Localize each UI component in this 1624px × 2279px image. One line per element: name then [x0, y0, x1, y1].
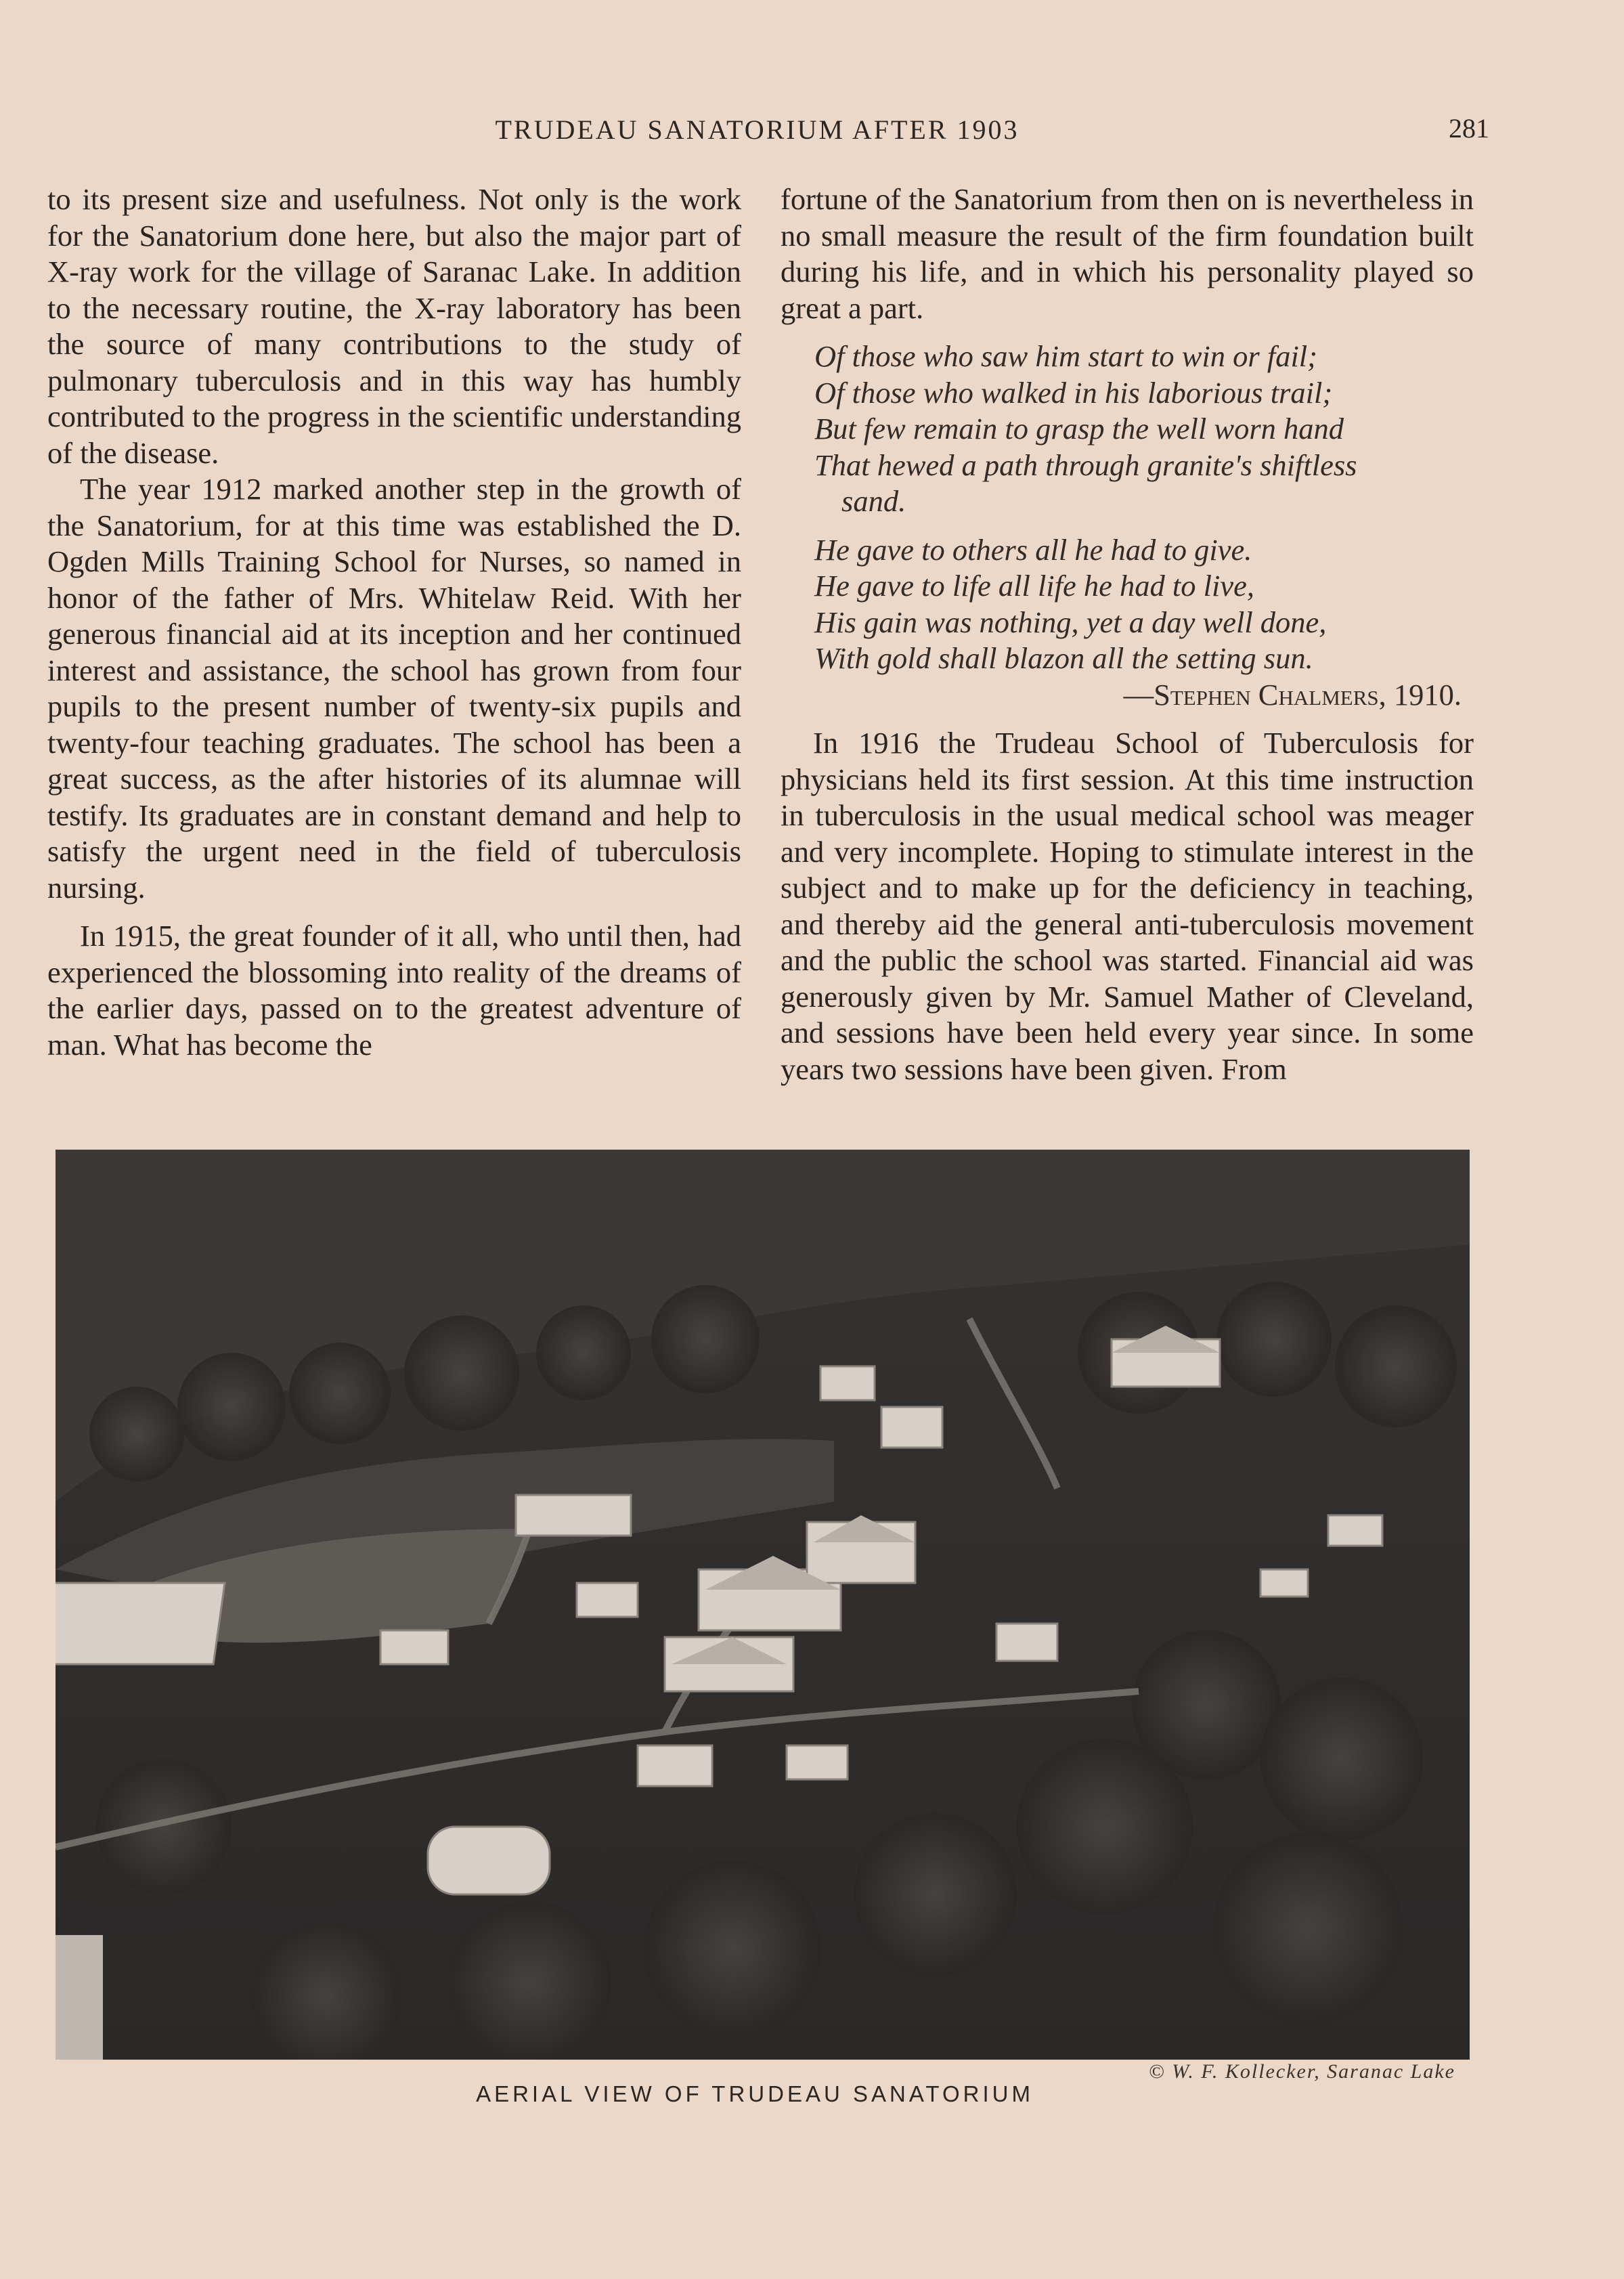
- photo-credit: © W. F. Kollecker, Saranac Lake: [1148, 2060, 1455, 2083]
- poem: [814, 339, 1474, 713]
- running-header: TRUDEAU SANATORIUM AFTER 1903: [495, 114, 1019, 145]
- poem-stanza: [814, 339, 1474, 520]
- poem-line: Of those who saw him start to win or fail;: [814, 339, 1317, 373]
- aerial-photo-illustration: [56, 1150, 1470, 2060]
- aerial-photo: [56, 1150, 1470, 2060]
- poem-line: That hewed a path through granite's shiftless: [814, 448, 1357, 482]
- poem-stanza: [814, 532, 1474, 677]
- left-column: [47, 181, 741, 1063]
- poem-line: But few remain to grasp the well worn hand: [814, 412, 1344, 446]
- paragraph: fortune of the Sanatorium from then on is nevertheless in no small measure the result of the firm foundation built during his life, and in which his personality played so great a part.: [781, 182, 1474, 325]
- photo-caption: AERIAL VIEW OF TRUDEAU SANATORIUM: [476, 2081, 1034, 2106]
- paragraph: In 1915, the great founder of it all, who until then, had experienced the blossoming into reality of the dreams of the earlier days, passed on to the greatest adventure of man. What has become the: [47, 919, 741, 1062]
- paragraph: In 1916 the Trudeau School of Tuberculosis for physicians held its first session. At this time instruction in tuberculosis in the usual medical school was meager and very incomplete. Hoping to stimulate interest in the subject and to make up for the deficiency in teaching, and thereby aid the general anti-tuberculosis movement and the public the school was started. Financial aid was generously given by Mr. Samuel Mather of Cleveland, and sessions have been held every year since. In some years two sessions have been given. From: [781, 726, 1474, 1086]
- poem-line: Of those who walked in his laborious trail;: [814, 375, 1333, 410]
- poem-line: sand.: [841, 484, 906, 518]
- poem-line: With gold shall blazon all the setting sun.: [814, 641, 1313, 675]
- poem-line: He gave to others all he had to give.: [814, 532, 1252, 567]
- paragraph: The year 1912 marked another step in the growth of the Sanatorium, for at this time was established the D. Ogden Mills Training School for Nurses, so named in honor of the father of Mrs. Whitelaw Reid. With her generous financial aid at its inception and her continued interest and assistance, the school has grown from four pupils to the present number of twenty-six pupils and twenty-four teaching graduates. The school has been a great success, as the after histories of its alumnae will testify. Its graduates are in constant demand and help to satisfy the urgent need in the field of tuberculosis nursing.: [47, 472, 741, 905]
- poem-line: His gain was nothing, yet a day well done,: [814, 605, 1327, 639]
- poem-attribution: —Stephen Chalmers, 1910.: [1123, 677, 1462, 712]
- page-number: 281: [1449, 113, 1489, 144]
- paragraph: to its present size and usefulness. Not only is the work for the Sanatorium done here, but also the major part of X-ray work for the village of Saranac Lake. In addition to the necessary routine, the X-ray laboratory has been the source of many contributions to the study of pulmonary tuberculosis and in this way has humbly contributed to the progress in the scientific understanding of the disease.: [47, 182, 741, 470]
- poem-line: He gave to life all life he had to live,: [814, 569, 1255, 603]
- right-column: [781, 181, 1474, 1087]
